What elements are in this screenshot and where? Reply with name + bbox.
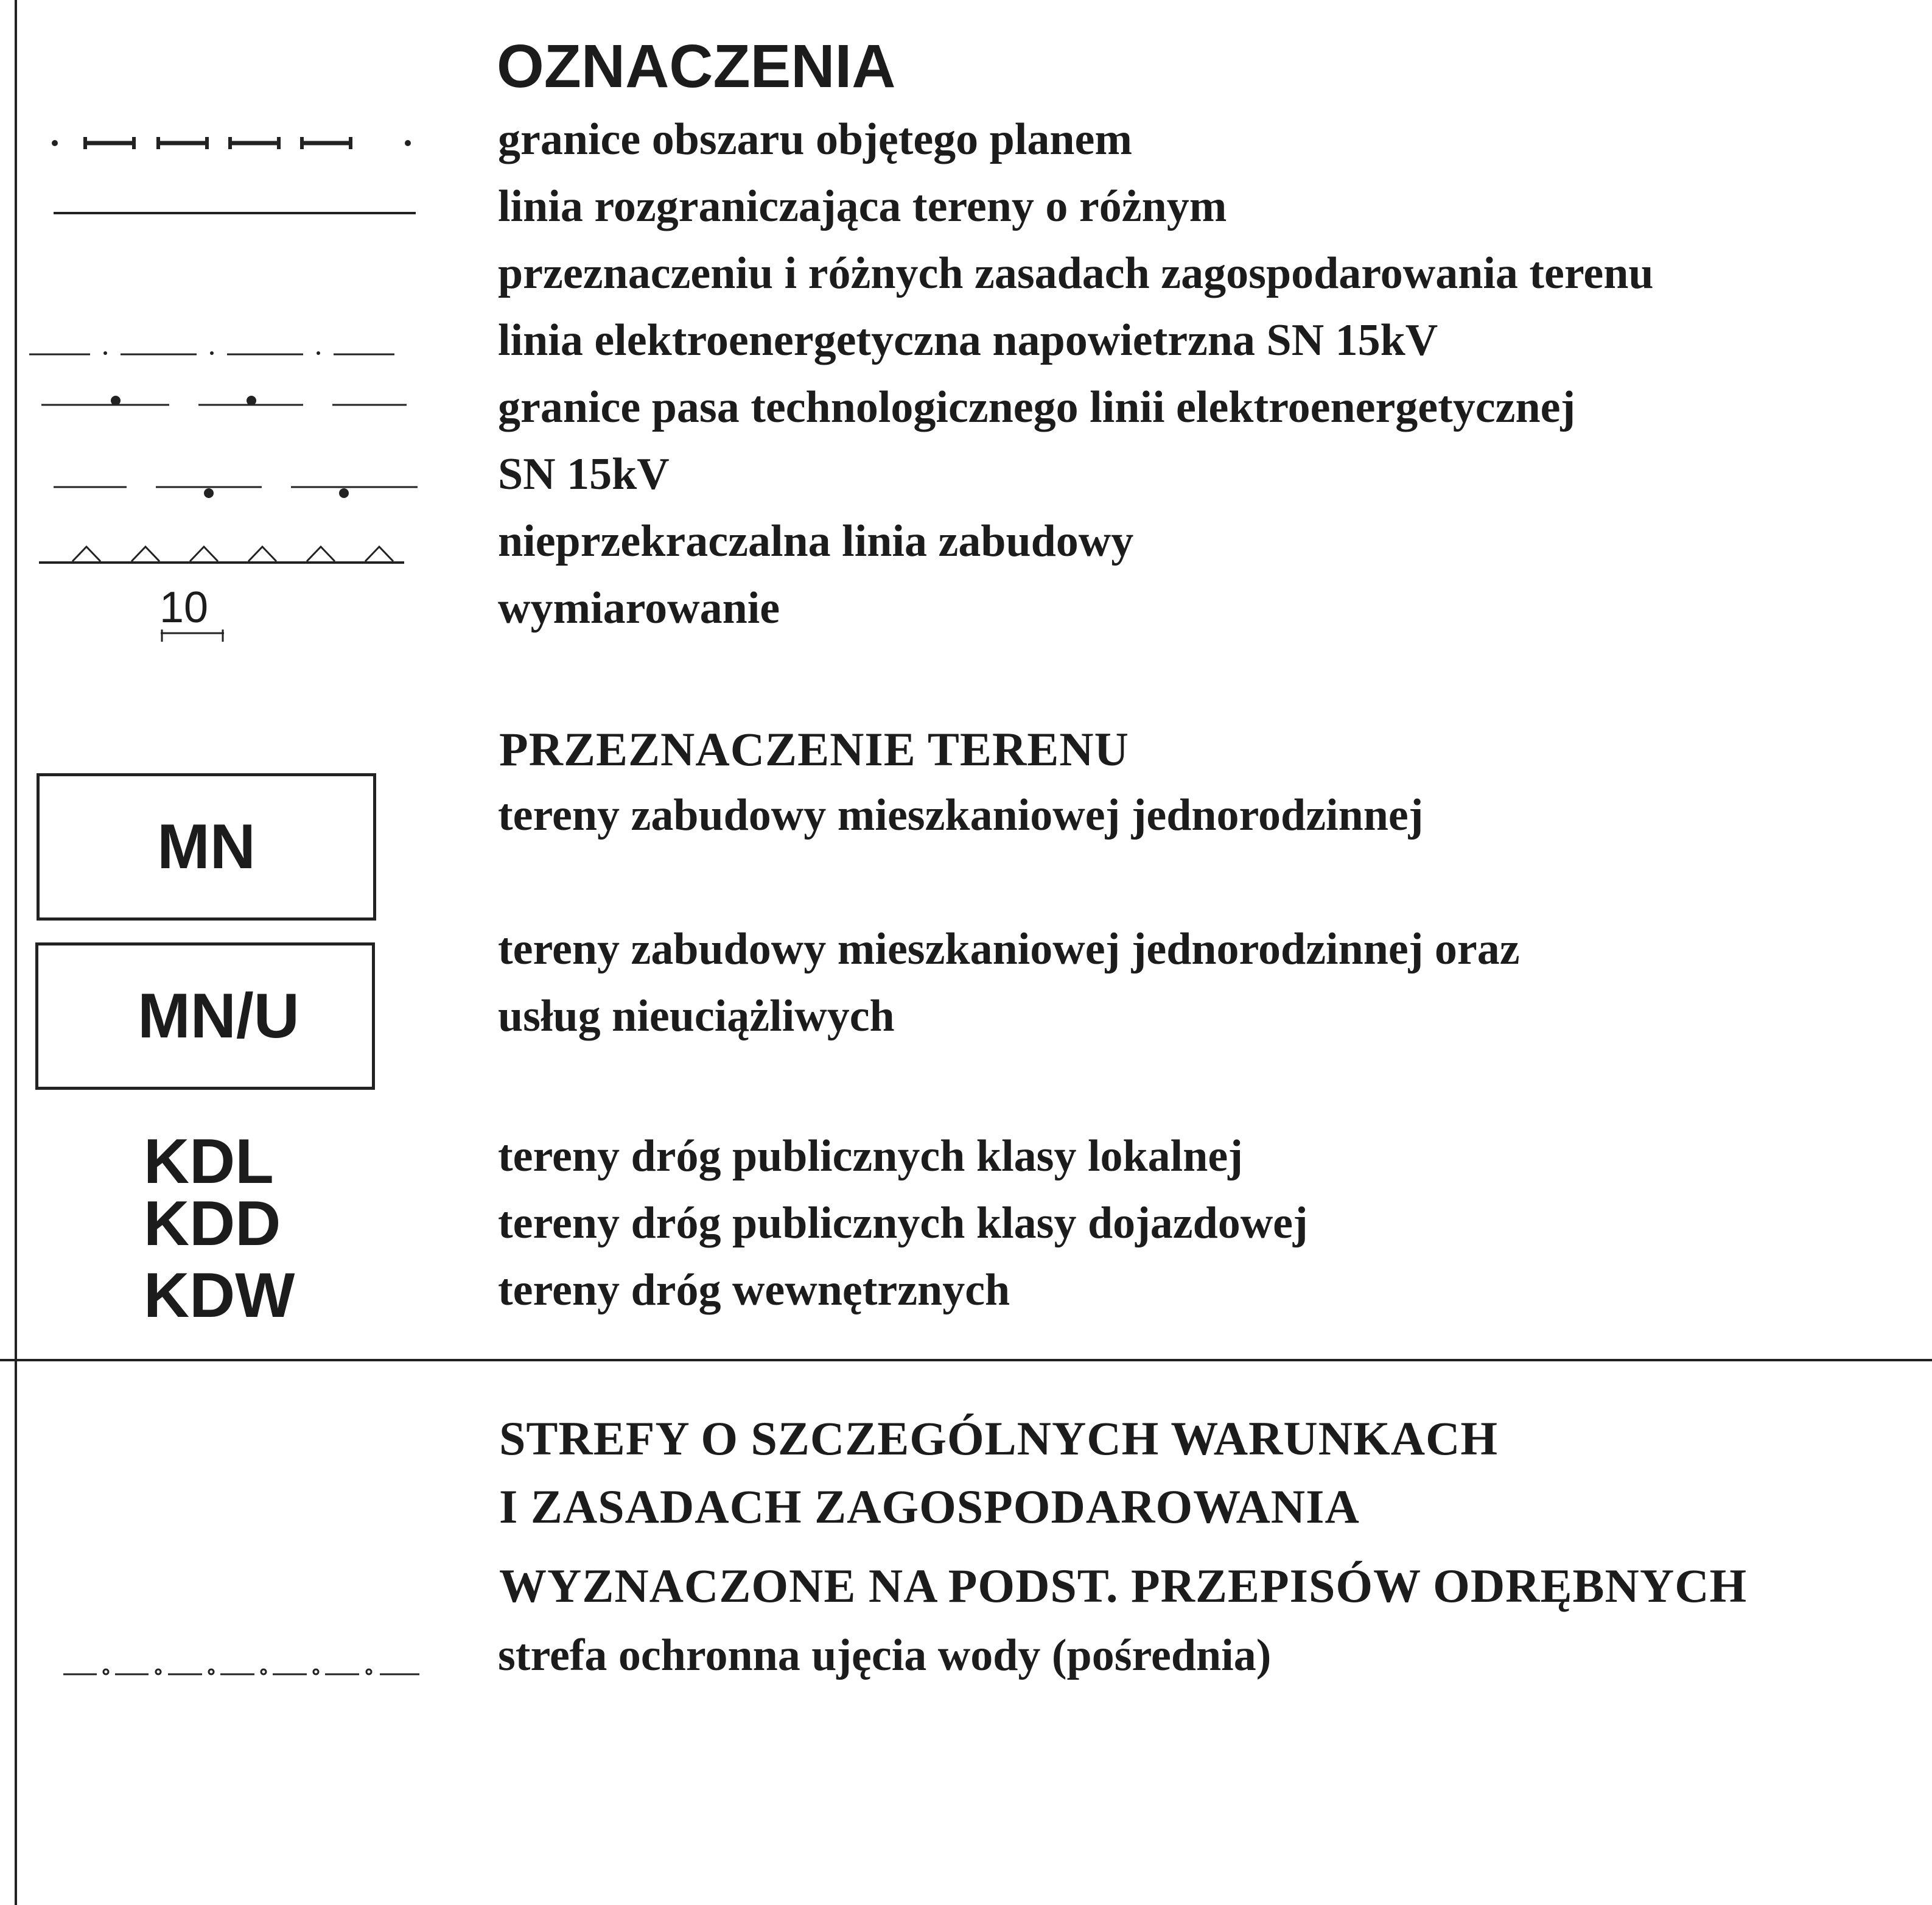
zone-water-protection-text: strefa ochronna ujęcia wody (pośrednia) [498,1630,1272,1680]
power-line-symbol [29,348,407,360]
dimension-value: 10 [159,583,209,632]
zones-section-title-2: I ZASADACH ZAGOSPODAROWANIA [499,1480,1360,1533]
code-box-mn [37,773,376,921]
legend-item-demarcation-line-cont: przeznaczeniu i różnych zasadach zagospodarowania terenu [498,248,1654,298]
technology-belt-boundary-symbol [41,390,419,499]
legend-item-technology-belt-cont: SN 15kV [498,449,670,499]
code-label-kdw: KDW [144,1260,295,1331]
zones-section-title-3: WYZNACZONE NA PODST. PRZEPISÓW ODRĘBNYCH [499,1559,1748,1612]
water-protection-zone-symbol [63,1662,429,1680]
code-box-mn-u [35,942,375,1090]
code-label-kdd: KDD [144,1188,281,1259]
land-use-mn-text: tereny zabudowy mieszkaniowej jednorodzinnej [498,790,1424,840]
zones-section-title-1: STREFY O SZCZEGÓLNYCH WARUNKACH [499,1412,1499,1465]
legend-item-power-line: linia elektroenergetyczna napowietrzna SN 15kV [498,315,1438,365]
legend-item-dimension: wymiarowanie [498,583,780,633]
code-label-mn: MN [157,811,256,882]
demarcation-line-symbol [54,207,419,219]
land-use-section-title: PRZEZNACZENIE TERENU [499,723,1129,776]
code-label-mn-u: MN/U [138,980,299,1051]
land-use-kdw-text: tereny dróg wewnętrznych [498,1265,1010,1315]
dimension-line-symbol [157,627,230,645]
legend-title: OZNACZENIA [497,32,896,100]
plan-boundary-line-symbol [43,131,420,155]
land-use-kdl-text: tereny dróg publicznych klasy lokalnej [498,1131,1243,1181]
land-use-mn-u-text-2: usług nieuciążliwych [498,991,895,1041]
legend-item-demarcation-line: linia rozgraniczająca tereny o różnym [498,181,1227,231]
land-use-mn-u-text-1: tereny zabudowy mieszkaniowej jednorodzinnej oraz [498,924,1520,974]
frame-left-border [15,0,17,1905]
code-label-kdl: KDL [144,1126,274,1197]
land-use-kdd-text: tereny dróg publicznych klasy dojazdowej [498,1198,1308,1248]
legend-item-technology-belt: granice pasa technologicznego linii elektroenergetycznej [498,382,1576,432]
legend-item-building-line: nieprzekraczalna linia zabudowy [498,516,1134,566]
section-divider-line [0,1359,1932,1361]
building-line-symbol [39,536,410,566]
legend-item-plan-boundary: granice obszaru objętego planem [498,114,1133,164]
